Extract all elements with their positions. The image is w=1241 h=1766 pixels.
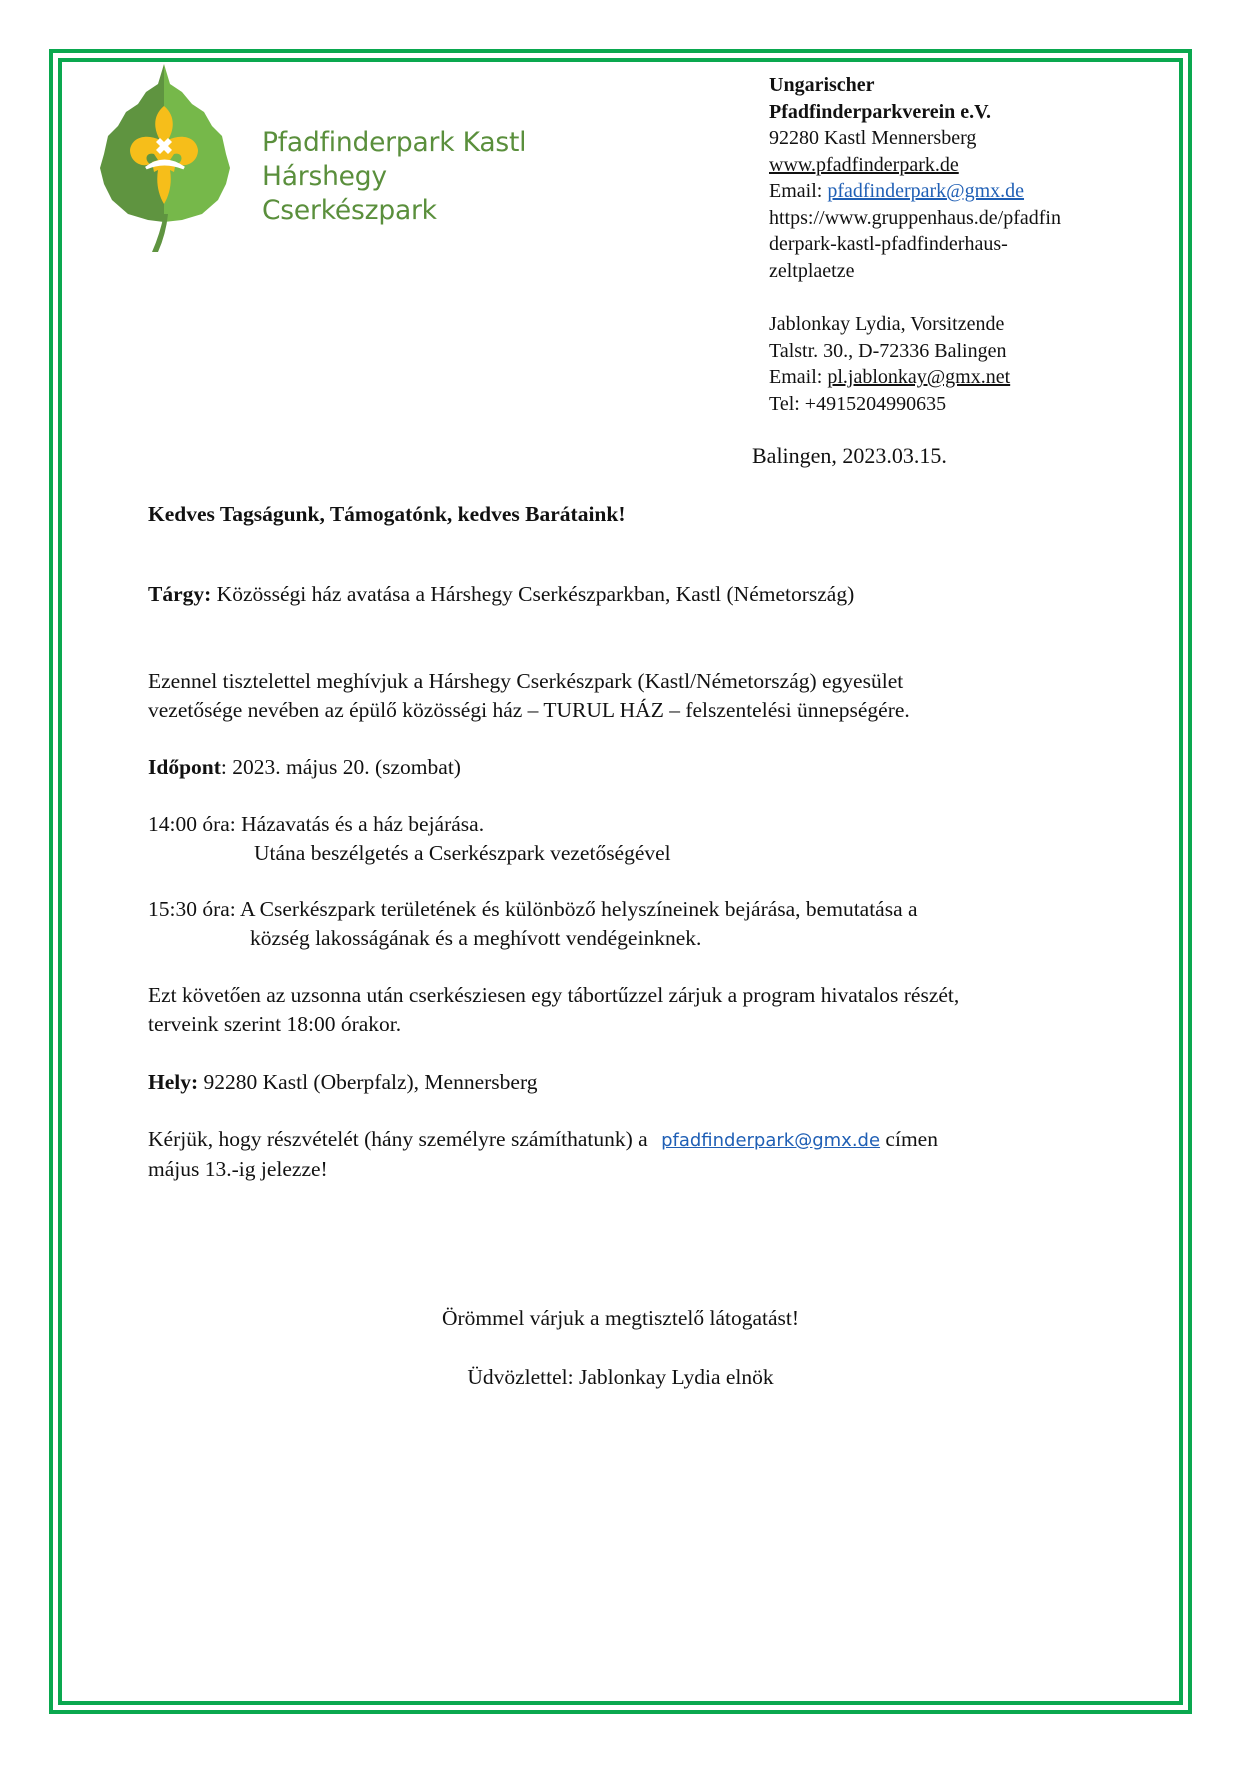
schedule-line1: A Cserkészpark területének és különböző helyszíneinek bejárása, bemutatása a (239, 897, 918, 921)
schedule-time: 15:30 óra: (148, 897, 240, 921)
contact-tel: Tel: +4915204990635 (769, 392, 947, 415)
org-url-line3: zeltplaetze (769, 259, 855, 282)
subject-text: Közösségi ház avatása a Hárshegy Cserkészparkban, Kastl (Németország) (211, 582, 855, 606)
schedule-line2: község lakosságának és a meghívott vendégeinknek. (250, 926, 702, 950)
event-place (148, 1068, 537, 1097)
logo-text (262, 126, 558, 228)
intro-paragraph (148, 667, 910, 725)
subject-line (148, 580, 854, 609)
closing-paragraph (148, 981, 959, 1039)
closing-line1: Ezt követően az uzsonna után cserkésziesen egy tábortűzzel zárjuk a program hivatalos részét, (148, 983, 960, 1007)
org-email-link[interactable]: pfadfinderpark@gmx.de (827, 180, 1025, 202)
letterhead-contact (769, 72, 1129, 417)
contact-email-line (769, 364, 1129, 391)
event-time (148, 753, 461, 782)
place-value: 92280 Kastl (Oberpfalz), Mennersberg (198, 1070, 538, 1094)
rsvp-line2: május 13.-ig jelezze! (148, 1157, 328, 1181)
org-email-line (769, 178, 1129, 205)
org-url-line2: derpark-kastl-pfadfinderhaus- (769, 233, 1008, 255)
intro-line2: vezetősége nevében az épülő közösségi ház – TURUL HÁZ – felszentelési ünnepségére. (148, 698, 910, 722)
rsvp-email-link[interactable]: pfadfinderpark@gmx.de (661, 1130, 881, 1151)
place-label: Hely: (148, 1070, 199, 1094)
schedule-line1: Házavatás és a ház bejárása. (241, 812, 485, 836)
org-email-label: Email: (769, 180, 828, 202)
leaf-fleur-de-lis-icon (98, 64, 248, 254)
rsvp-text: Kérjük, hogy részvételét (hány személyre számíthatunk) a (148, 1127, 654, 1151)
org-url-line1: https://www.gruppenhaus.de/pfadfin (769, 206, 1061, 229)
salutation: Kedves Tagságunk, Támogatónk, kedves Barátaink! (148, 502, 626, 526)
org-website-link[interactable]: www.pfadfinderpark.de (769, 153, 959, 176)
letter-date: Balingen, 2023.03.15. (752, 443, 947, 468)
org-address: 92280 Kastl Mennersberg (769, 127, 977, 149)
rsvp-paragraph (148, 1125, 938, 1184)
org-name-line2: Pfadfinderparkverein e.V. (769, 100, 992, 123)
schedule-time: 14:00 óra: (148, 812, 242, 836)
intro-line1: Ezennel tisztelettel meghívjuk a Hárshegy Cserkészpark (Kastl/Németország) egyesület (148, 669, 904, 693)
rsvp-after: címen (880, 1127, 938, 1151)
contact-address: Talstr. 30., D-72336 Balingen (769, 339, 1007, 362)
contact-name: Jablonkay Lydia, Vorsitzende (769, 313, 1005, 335)
logo-title: Pfadfinderpark Kastl (262, 127, 527, 158)
schedule-line2: Utána beszélgetés a Cserkészpark vezetőségével (254, 841, 671, 865)
logo (98, 64, 558, 254)
signature: Üdvözlettel: Jablonkay Lydia elnök (467, 1365, 774, 1389)
schedule-item (148, 895, 918, 953)
time-value: : 2023. május 20. (szombat) (220, 755, 461, 779)
contact-email-label: Email: (769, 366, 828, 388)
subject-label: Tárgy: (148, 582, 212, 606)
org-name-line1: Ungarischer (769, 74, 875, 96)
time-label: Időpont (148, 755, 221, 779)
farewell: Örömmel várjuk a megtisztelő látogatást! (441, 1306, 800, 1330)
closing-line2: terveink szerint 18:00 órakor. (148, 1012, 402, 1036)
logo-subtitle: Hárshegy Cserkészpark (262, 161, 437, 226)
schedule-item (148, 810, 671, 868)
contact-email-link[interactable]: pl.jablonkay@gmx.net (827, 366, 1011, 388)
